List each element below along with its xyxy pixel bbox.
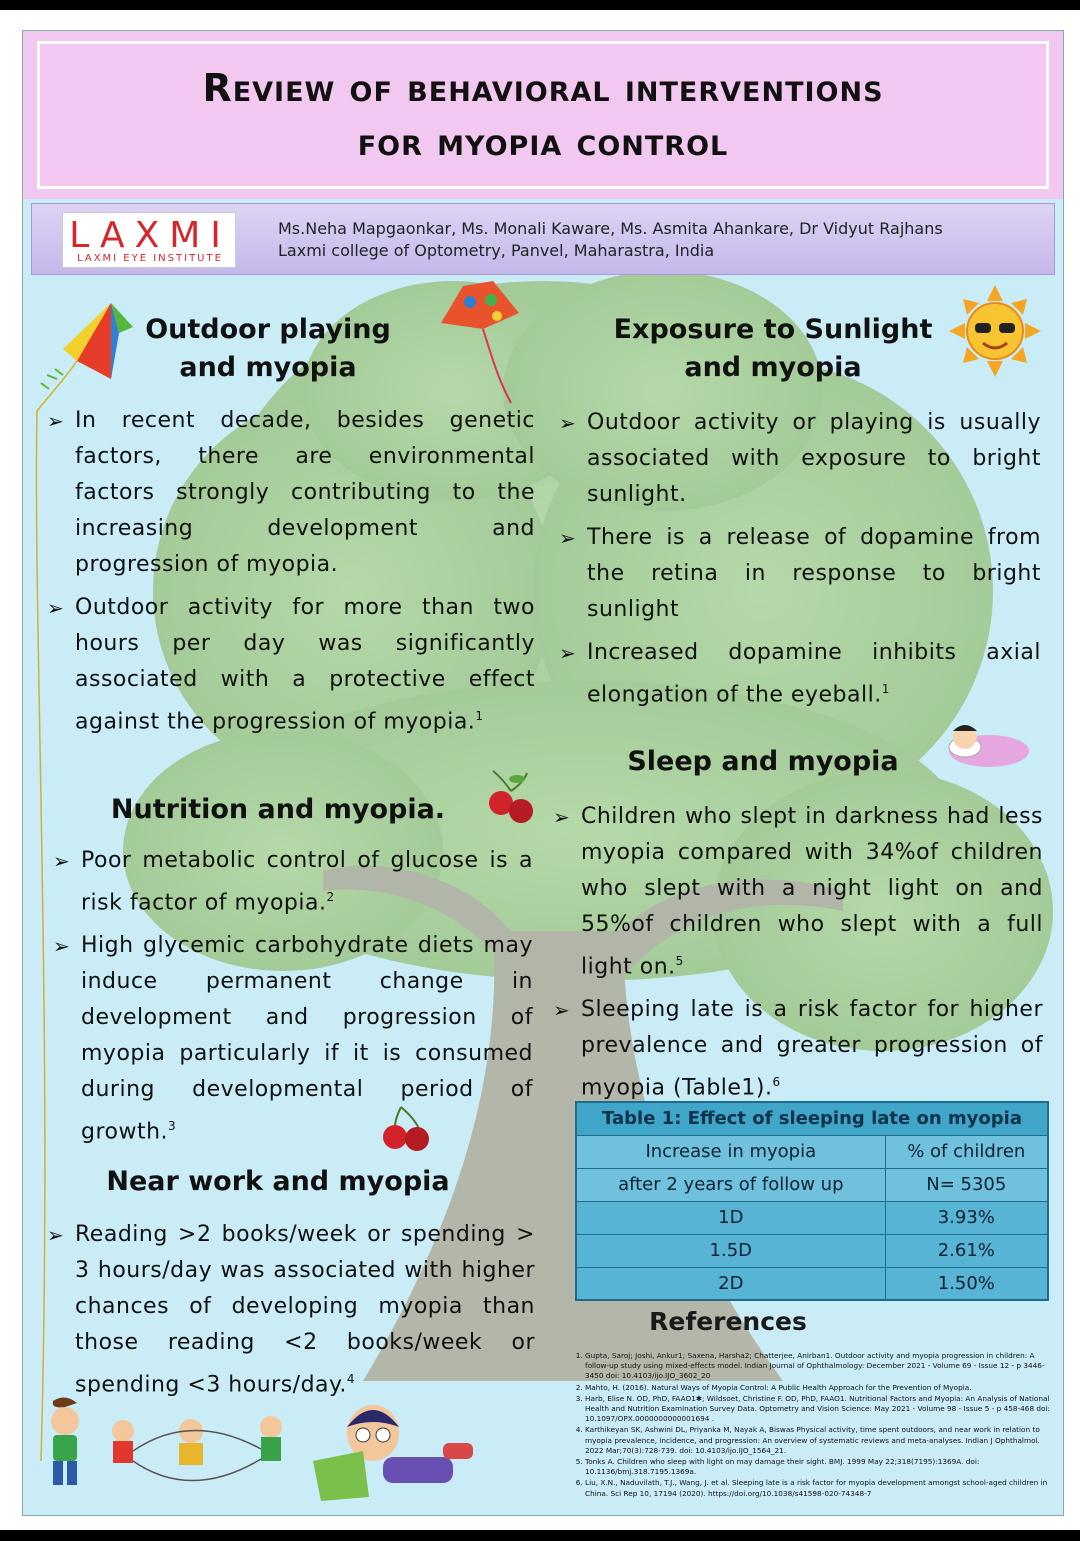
citation-ref: 6 [772,1075,781,1090]
sunlight-heading [583,311,963,387]
sleep-heading: Sleep and myopia [627,746,899,777]
children-playing-illustration [51,1397,473,1501]
table-cell: 2.61% [885,1234,1048,1267]
table-cell: 3.93% [885,1201,1048,1234]
references-heading: References [649,1307,807,1336]
outdoor-bullets [47,403,535,747]
table-cell: 1.50% [885,1267,1048,1300]
heading-line: Exposure to Sunlight [613,314,933,345]
table-header-cell: N= 5305 [885,1168,1048,1201]
bullet-text: Increased dopamine inhibits axial elongation of the eyeball. [587,640,1041,708]
table-title-row [576,1102,1048,1135]
citation-ref: 1 [881,682,890,696]
table-row [576,1234,1048,1267]
heading-line: Outdoor playing [145,314,391,345]
table-row [576,1267,1048,1300]
citation-ref: 5 [675,954,684,968]
list-item [553,992,1043,1106]
author-affiliation: Laxmi college of Optometry, Panvel, Maharastra, India [278,241,715,260]
list-item [53,928,533,1150]
poster [22,30,1064,1516]
reference-item: 3. Harb, Elise N. OD, PhD, FAAO1✱; Wildsoet, Christine F. OD, PhD, FAAO1. Nutritional Factors and Myopia: An Analysis of National Health and Nutrition Examination Survey Data. Optometry and Vision Science: May 2021 - Volume 98 - Issue 5 - p 458-468 doi: 10.1097/OPX.0000000000001694 . [585,1394,1057,1425]
bullet-text: Children who slept in darkness had less myopia compared with 34%of children who slept with a night light on and 55%of children who slept with a full light on. [581,804,1043,980]
outdoor-heading [103,311,433,387]
citation-ref: 3 [168,1119,177,1134]
bullet-text: High glycemic carbohydrate diets may induce permanent change in development and progression of myopia particularly if it is consumed during developmental period of growth. [81,933,533,1145]
bullet-text: Sleeping late is a risk factor for higher prevalence and greater progression of myopia (Table1). [581,997,1043,1101]
table-title: Table 1: Effect of sleeping late on myopia [576,1102,1048,1135]
author-names: Ms.Neha Mapgaonkar, Ms. Monali Kaware, Ms. Asmita Ahankare, Dr Vidyut Rajhans [278,219,943,238]
table-header-cell: after 2 years of follow up [576,1168,885,1201]
top-border [0,0,1080,10]
list-item [47,590,535,740]
bullet-text: Reading >2 books/week or spending > 3 hours/day was associated with higher chances of developing myopia than those reading <2 books/week or spending <3 hours/day. [75,1222,535,1398]
table-header-row [576,1168,1048,1201]
table-cell: 2D [576,1267,885,1300]
authors-block [278,218,943,262]
title-frame [37,41,1049,189]
table-row [576,1201,1048,1234]
nearwork-bullets [47,1217,535,1410]
citation-ref: 2 [326,890,335,904]
bullet-text: In recent decade, besides genetic factors, there are environmental factors strongly contributing to the increasing development and progression of myopia. [75,408,535,577]
sunlight-bullets [559,405,1041,720]
table-header-row [576,1135,1048,1168]
bullet-text: Outdoor activity for more than two hours per day was significantly associated with a protective effect against the progression of myopia. [75,595,535,735]
reference-item: 1. Gupta, Saroj; Joshi, Ankur1; Saxena, Harsha2; Chatterjee, Anirban1. Outdoor activity and myopia progression in children: A follow-up study using mixed-effects model. Indian Journal of Ophthalmology: December 2021 - Volume 69 - Issue 12 - p 3446-3450 doi: 10.4103/ijo.IJO_3602_20 [585,1351,1057,1382]
nearwork-heading: Near work and myopia [106,1166,450,1197]
reference-item: 5. Tonks A. Children who sleep with light on may damage their sight. BMJ. 1999 May 22;318(7195):1369A. doi: 10.1136/bmj.318.7195.1369a. [585,1457,1057,1477]
list-item [559,405,1041,513]
logo-subtitle: LAXMI EYE INSTITUTE [77,253,223,264]
title-banner [23,31,1063,199]
list-item [47,403,535,583]
references-list [563,1351,1057,1500]
table-cell: 1D [576,1201,885,1234]
bottom-border [0,1530,1080,1541]
sleeping-child-icon [949,725,1029,767]
reference-item: 4. Karthikeyan SK, Ashwini DL, Priyanka M, Nayak A, Biswas Physical activity, time spent outdoors, and near work in relation to myopia prevalence, incidence, and progression: An overview of systematic reviews and meta-analyses. Indian J Ophthalmol. 2022 Mar;70(3):728-739. doi: 10.4103/ijo.IJO_1564_21. [585,1425,1057,1456]
title-line: for myopia control [357,120,729,164]
table-header-cell: Increase in myopia [576,1135,885,1168]
list-item [559,635,1041,713]
author-bar [31,203,1055,275]
citation-ref: 4 [346,1372,356,1386]
heading-line: and myopia [179,352,357,383]
table-cell: 1.5D [576,1234,885,1267]
sleep-table [575,1101,1049,1301]
page-title [202,61,883,169]
list-item [553,799,1043,985]
list-item [53,843,533,921]
reference-item: 2. Mahto, H. (2016). Natural Ways of Myopia Control: A Public Health Approach for the Prevention of Myopia. [585,1383,1057,1393]
list-item [47,1217,535,1403]
logo-word: LAXMI [69,215,231,256]
title-line: Review of behavioral interventions [202,66,884,110]
citation-ref: 1 [475,709,484,723]
heading-line: and myopia [684,352,862,383]
table-header-cell: % of children [885,1135,1048,1168]
bullet-text: There is a release of dopamine from the retina in response to bright sunlight [587,525,1041,622]
sleep-bullets [553,799,1043,1114]
laxmi-logo [62,212,236,268]
reference-item: 6. Liu, X.N., Naduvilath, T.J., Wang, J. et al. Sleeping late is a risk factor for myopia development amongst school-aged children in China. Sci Rep 10, 17194 (2020). https://doi.org/10.1038/s41598-020-74348-7 [585,1478,1057,1498]
bullet-text: Outdoor activity or playing is usually associated with exposure to bright sunlight. [587,410,1041,507]
list-item [559,520,1041,628]
nutrition-bullets [53,843,533,1158]
nutrition-heading: Nutrition and myopia. [110,794,446,825]
bullet-text: Poor metabolic control of glucose is a risk factor of myopia. [81,848,533,916]
